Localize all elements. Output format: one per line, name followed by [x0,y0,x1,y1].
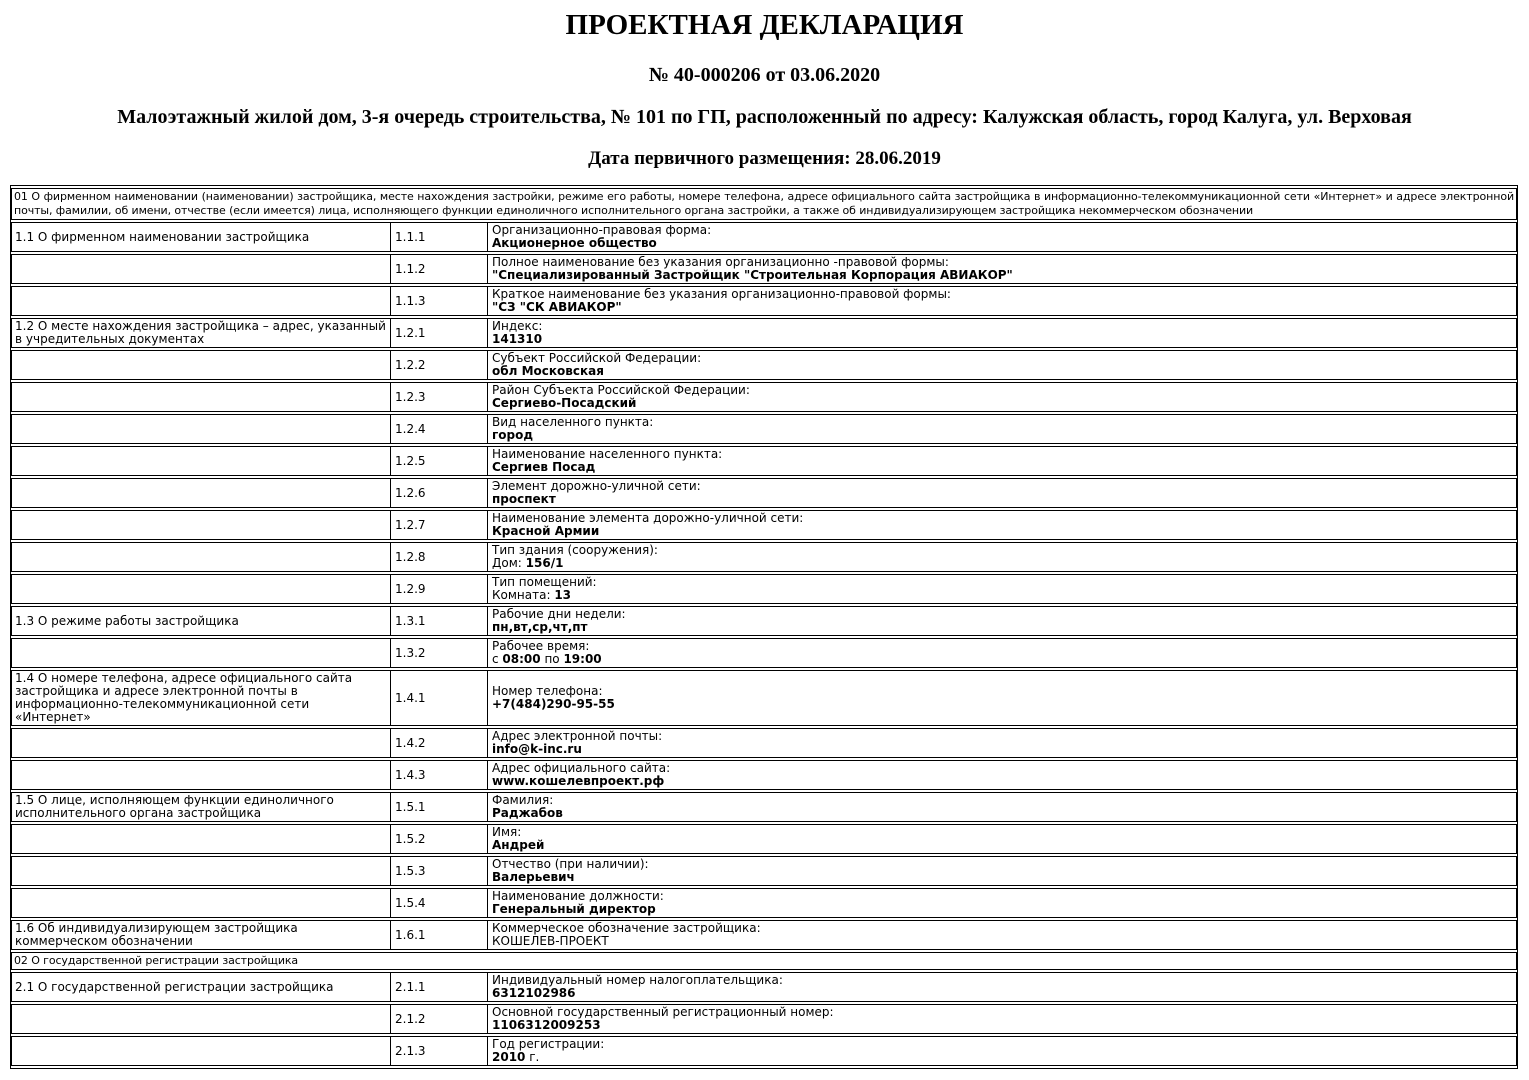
field-label: Наименование должности: [492,889,664,903]
field-label: Вид населенного пункта: [492,415,654,429]
table-row [11,222,1517,252]
placement-date: Дата первичного размещения: 28.06.2019 [588,148,941,169]
field-label: Элемент дорожно-уличной сети: [492,479,701,493]
field-value [492,461,1512,474]
table-row [11,414,1517,444]
field-value [492,237,1512,250]
field-value-bold-text: Валерьевич [492,870,575,884]
field-value-bold-text: обл Московская [492,364,604,378]
item-content [488,446,1517,476]
group-label: 2.1 О государственной регистрации застройщика [11,972,391,1002]
table-row [11,1036,1517,1066]
item-number: 1.3.1 [391,606,488,636]
field-value-bold-text: город [492,428,534,442]
table-row [11,478,1517,508]
field-value [492,1019,1512,1032]
field-label: Полное наименование без указания организационно -правовой формы: [492,255,949,269]
field-label: Адрес официального сайта: [492,761,671,775]
item-content [488,792,1517,822]
field-label: Год регистрации: [492,1037,605,1051]
item-number: 1.2.7 [391,510,488,540]
table-row [11,350,1517,380]
group-label [11,574,391,604]
field-value-bold-text: "Специализированный Застройщик "Строительная Корпорация АВИАКОР" [492,268,1013,282]
table-row [11,606,1517,636]
field-value-bold-text: 6312102986 [492,986,576,1000]
group-label [11,382,391,412]
item-number: 1.2.3 [391,382,488,412]
field-value-bold-text: Генеральный директор [492,902,656,916]
item-content [488,824,1517,854]
group-label [11,1004,391,1034]
item-content [488,382,1517,412]
field-value [492,365,1512,378]
group-label: 1.4 О номере телефона, адресе официального сайта застройщика и адресе электронной почты в информационно-телекоммуникационной сети «Интернет» [11,670,391,726]
item-content [488,888,1517,918]
field-value-bold-text: 13 [554,588,572,602]
item-number: 2.1.2 [391,1004,488,1034]
field-value [492,397,1512,410]
field-value-text: с [492,652,503,666]
item-number: 1.2.9 [391,574,488,604]
group-label: 1.6 Об индивидуализирующем застройщика коммерческом обозначении [11,920,391,950]
field-value [492,653,1512,666]
item-number: 1.1.3 [391,286,488,316]
table-row [11,792,1517,822]
field-label: Наименование элемента дорожно-уличной сети: [492,511,804,525]
field-value-bold-text: 08:00 [502,652,541,666]
field-value-bold-text: 141310 [492,332,543,346]
item-content [488,972,1517,1002]
field-value [492,493,1512,506]
table-row [11,728,1517,758]
group-label [11,824,391,854]
field-label: Краткое наименование без указания организационно-правовой формы: [492,287,951,301]
field-value [492,871,1512,884]
field-value [492,807,1512,820]
section-header-row [11,188,1517,220]
field-value-text: Комната: [492,588,555,602]
section-header-row [11,952,1517,970]
field-value [492,903,1512,916]
table-row [11,1004,1517,1034]
field-label: Отчество (при наличии): [492,857,649,871]
item-number: 1.4.3 [391,760,488,790]
group-label [11,888,391,918]
table-row [11,510,1517,540]
group-label [11,760,391,790]
field-value [492,1051,1512,1064]
item-number: 1.4.2 [391,728,488,758]
field-value [492,557,1512,570]
item-content [488,222,1517,252]
item-content [488,728,1517,758]
field-value [492,525,1512,538]
item-content [488,286,1517,316]
group-label: 1.2 О месте нахождения застройщика – адрес, указанный в учредительных документах [11,318,391,348]
section-header: 02 О государственной регистрации застройщика [11,952,1517,970]
table-row [11,542,1517,572]
field-label: Основной государственный регистрационный номер: [492,1005,834,1019]
field-value-text: Дом: [492,556,526,570]
field-value-bold-text: 1106312009253 [492,1018,601,1032]
group-label [11,638,391,668]
field-label: Фамилия: [492,793,554,807]
item-number: 1.4.1 [391,670,488,726]
item-content [488,760,1517,790]
group-label [11,350,391,380]
group-label [11,1036,391,1066]
field-value-bold-text: Акционерное общество [492,236,657,250]
item-number: 1.5.4 [391,888,488,918]
declaration-table [11,186,1517,1068]
field-value-bold-text: Красной Армии [492,524,600,538]
field-label: Номер телефона: [492,684,603,698]
item-content [488,606,1517,636]
table-row [11,760,1517,790]
item-content [488,1036,1517,1066]
item-number: 1.2.2 [391,350,488,380]
group-label [11,254,391,284]
field-value-text: г. [525,1050,540,1064]
field-value-bold-text: Сергиев Посад [492,460,596,474]
section-header: 01 О фирменном наименовании (наименовании) застройщика, месте нахождения застройки, режиме его работы, номере телефона, адресе официального сайта застройщика в информационно-телекоммуникационной сети «Интернет» и адресе электронной почты, фамилии, об имени, отчестве (если имеется) лица, исполняющего функции единоличного исполнительного органа застройки, а также об индивидуализирующем застройщика некоммерческом обозначении [11,188,1517,220]
field-value-bold-text: 2010 [492,1050,526,1064]
group-label [11,510,391,540]
table-row [11,856,1517,886]
field-value-bold-text: проспект [492,492,556,506]
field-value [492,301,1512,314]
group-label [11,728,391,758]
field-value-bold-text: +7(484)290-95-55 [492,697,615,711]
field-value-bold-text: info@k-inc.ru [492,742,582,756]
table-row [11,446,1517,476]
table-row [11,574,1517,604]
field-value-bold-text: 19:00 [563,652,602,666]
field-label: Организационно-правовая форма: [492,223,712,237]
field-value [492,621,1512,634]
field-label: Адрес электронной почты: [492,729,663,743]
field-value [492,429,1512,442]
item-content [488,574,1517,604]
field-value [492,589,1512,602]
declaration-table-wrapper [10,185,1518,1069]
table-row [11,382,1517,412]
item-content [488,350,1517,380]
field-label: Индивидуальный номер налогоплательщика: [492,973,783,987]
field-label: Коммерческое обозначение застройщика: [492,921,761,935]
group-label [11,542,391,572]
group-label [11,286,391,316]
table-row [11,670,1517,726]
field-value [492,743,1512,756]
item-number: 1.1.1 [391,222,488,252]
item-content [488,542,1517,572]
group-label [11,856,391,886]
item-content [488,670,1517,726]
field-value [492,839,1512,852]
item-content [488,510,1517,540]
document-header [0,0,1529,170]
item-number: 1.6.1 [391,920,488,950]
item-number: 1.2.6 [391,478,488,508]
field-label: Имя: [492,825,522,839]
field-label: Наименование населенного пункта: [492,447,723,461]
declaration-number: № 40-000206 от 03.06.2020 [648,64,881,86]
item-number: 1.2.8 [391,542,488,572]
table-row [11,286,1517,316]
field-label: Индекс: [492,319,543,333]
field-value-bold-text: 156/1 [525,556,564,570]
field-value-bold-text: Андрей [492,838,545,852]
field-label: Рабочие дни недели: [492,607,626,621]
field-value [492,269,1512,282]
item-number: 1.3.2 [391,638,488,668]
table-row [11,638,1517,668]
item-number: 2.1.1 [391,972,488,1002]
field-label: Субъект Российской Федерации: [492,351,702,365]
field-label: Рабочее время: [492,639,590,653]
table-row [11,318,1517,348]
item-content [488,414,1517,444]
field-value-text: КОШЕЛЕВ-ПРОЕКТ [492,934,609,948]
item-number: 1.2.4 [391,414,488,444]
group-label [11,446,391,476]
item-content [488,638,1517,668]
field-value-bold-text: Раджабов [492,806,563,820]
object-description: Малоэтажный жилой дом, 3-я очередь строительства, № 101 по ГП, расположенный по адресу: Калужская область, город Калуга, ул. Верховая [117,106,1412,128]
item-number: 2.1.3 [391,1036,488,1066]
field-value-text: по [540,652,564,666]
item-content [488,478,1517,508]
field-value-bold-text: пн,вт,ср,чт,пт [492,620,588,634]
item-number: 1.2.1 [391,318,488,348]
field-value [492,935,1512,948]
group-label: 1.1 О фирменном наименовании застройщика [11,222,391,252]
group-label: 1.3 О режиме работы застройщика [11,606,391,636]
table-row [11,888,1517,918]
item-number: 1.1.2 [391,254,488,284]
field-label: Тип здания (сооружения): [492,543,658,557]
item-content [488,1004,1517,1034]
field-value [492,698,1512,711]
group-label [11,478,391,508]
item-number: 1.5.3 [391,856,488,886]
field-label: Район Субъекта Российской Федерации: [492,383,750,397]
item-content [488,318,1517,348]
item-content [488,920,1517,950]
item-content [488,856,1517,886]
item-number: 1.2.5 [391,446,488,476]
group-label [11,414,391,444]
field-label: Тип помещений: [492,575,597,589]
field-value [492,987,1512,1000]
table-row [11,824,1517,854]
field-value-bold-text: www.кошелевпроект.рф [492,774,665,788]
item-number: 1.5.1 [391,792,488,822]
field-value [492,333,1512,346]
table-row [11,972,1517,1002]
field-value-bold-text: Сергиево-Посадский [492,396,637,410]
document-title: ПРОЕКТНАЯ ДЕКЛАРАЦИЯ [565,9,964,41]
group-label: 1.5 О лице, исполняющем функции единоличного исполнительного органа застройщика [11,792,391,822]
field-value [492,775,1512,788]
table-row [11,920,1517,950]
field-value-bold-text: "СЗ "СК АВИАКОР" [492,300,622,314]
declaration-table-body [11,188,1517,1066]
table-row [11,254,1517,284]
item-content [488,254,1517,284]
item-number: 1.5.2 [391,824,488,854]
